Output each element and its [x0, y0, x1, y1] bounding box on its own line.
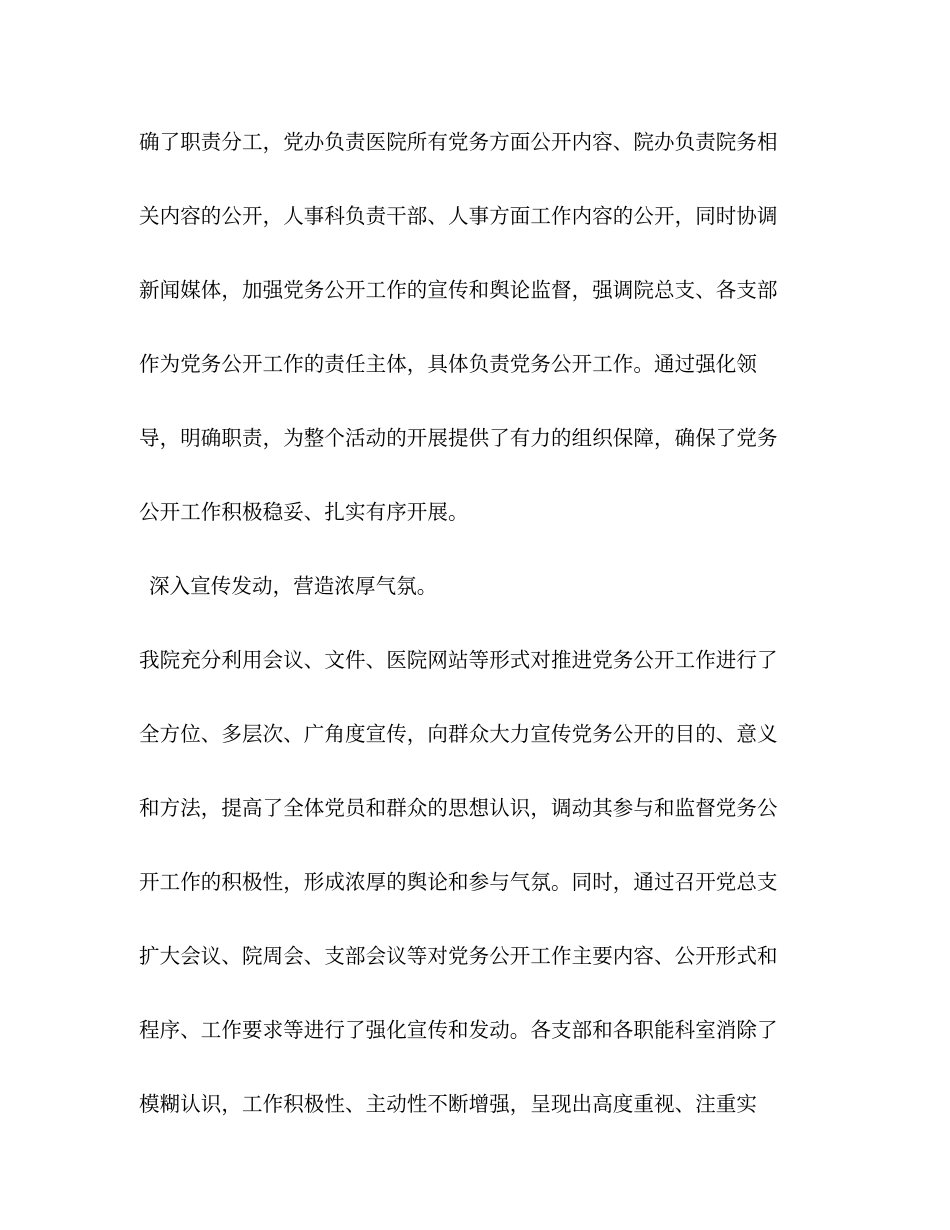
paragraph-line: 确了职责分工，党办负责医院所有党务方面公开内容、院办负责院务相 [139, 130, 778, 154]
paragraph-line: 和方法，提高了全体党员和群众的思想认识，调动其参与和监督党务公 [139, 796, 778, 820]
paragraph-line: 模糊认识，工作积极性、主动性不断增强，呈现出高度重视、注重实 [139, 1092, 757, 1116]
paragraph-line: 关内容的公开，人事科负责干部、人事方面工作内容的公开，同时协调 [139, 204, 778, 228]
paragraph-line: 扩大会议、院周会、支部会议等对党务公开工作主要内容、公开形式和 [139, 944, 778, 968]
paragraph-line: 全方位、多层次、广角度宣传，向群众大力宣传党务公开的目的、意义 [139, 722, 778, 746]
paragraph-line: 程序、工作要求等进行了强化宣传和发动。各支部和各职能科室消除了 [139, 1018, 778, 1042]
paragraph-line: 导，明确职责，为整个活动的开展提供了有力的组织保障，确保了党务 [139, 426, 778, 450]
section-heading: 深入宣传发动，营造浓厚气氛。 [149, 574, 438, 598]
paragraph-line: 新闻媒体，加强党务公开工作的宣传和舆论监督，强调院总支、各支部 [139, 278, 778, 302]
paragraph-line: 我院充分利用会议、文件、医院网站等形式对推进党务公开工作进行了 [139, 648, 778, 672]
paragraph-line: 作为党务公开工作的责任主体，具体负责党务公开工作。通过强化领 [139, 352, 757, 376]
paragraph-line: 公开工作积极稳妥、扎实有序开展。 [139, 500, 469, 524]
paragraph-line: 开工作的积极性，形成浓厚的舆论和参与气氛。同时，通过召开党总支 [139, 870, 778, 894]
